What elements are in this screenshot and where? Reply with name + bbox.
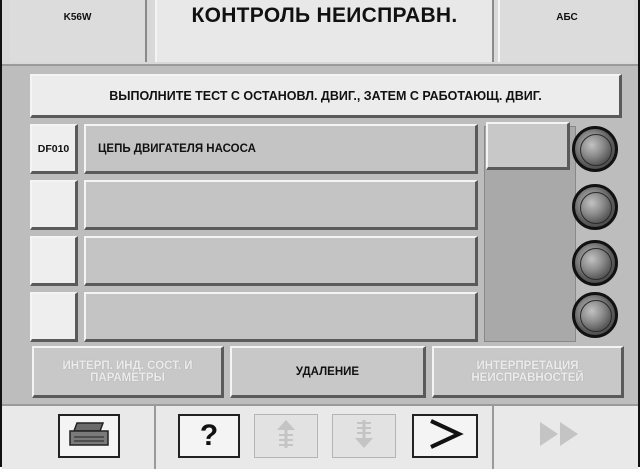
scroll-down-button[interactable]	[332, 414, 396, 458]
fault-row[interactable]	[84, 292, 478, 342]
fast-forward-icon	[536, 419, 584, 454]
printer-icon	[67, 420, 111, 453]
fault-code: DF010	[37, 142, 70, 155]
fault-interpretation-button[interactable]	[432, 346, 624, 398]
print-button[interactable]	[58, 414, 120, 458]
interpret-params-button[interactable]	[32, 346, 224, 398]
scroll-down-icon	[352, 418, 376, 455]
fault-interpretation-label: ИНТЕРПРЕТАЦИЯ НЕИСПРАВНОСТЕЙ	[471, 359, 584, 384]
interpret-params-label: ИНТЕРП. ИНД. СОСТ. И ПАРАМЕТРЫ	[62, 359, 193, 384]
fault-row[interactable]	[84, 124, 478, 174]
fault-row[interactable]	[84, 236, 478, 286]
delete-label: УДАЛЕНИЕ	[295, 365, 360, 378]
instruction-text: ВЫПОЛНИТЕ ТЕСТ С ОСТАНОВЛ. ДВИГ., ЗАТЕМ С РАБОТАЮЩ. ДВИГ.	[109, 88, 542, 103]
status-lamp-icon	[572, 126, 618, 172]
page-title: КОНТРОЛЬ НЕИСПРАВН.	[191, 4, 458, 27]
header	[2, 0, 638, 66]
status-lamp-icon	[572, 240, 618, 286]
bottom-toolbar	[2, 404, 638, 469]
fault-description: ЦЕПЬ ДВИГАТЕЛЯ НАСОСА	[98, 142, 256, 155]
scroll-up-button[interactable]	[254, 414, 318, 458]
status-cell	[486, 122, 570, 170]
system-box	[498, 0, 634, 62]
vehicle-code-box	[10, 0, 147, 62]
status-lamp-icon	[572, 184, 618, 230]
status-lamp-icon	[572, 292, 618, 338]
toolbar-divider	[154, 406, 156, 469]
scroll-up-icon	[274, 418, 298, 455]
vehicle-code: K56W	[63, 12, 92, 23]
delete-button[interactable]	[230, 346, 426, 398]
system-label: АБС	[556, 12, 578, 23]
title-box	[155, 0, 494, 62]
help-icon: ?	[199, 419, 219, 452]
help-button[interactable]	[178, 414, 240, 458]
toolbar-divider	[492, 406, 494, 469]
fault-code-box[interactable]	[30, 236, 78, 286]
fault-row[interactable]	[84, 180, 478, 230]
fast-forward-button[interactable]	[528, 414, 592, 458]
fault-code-box[interactable]	[30, 180, 78, 230]
next-button[interactable]	[412, 414, 478, 458]
fault-code-box[interactable]	[30, 124, 78, 174]
instruction-bar	[30, 74, 622, 118]
next-icon	[425, 417, 465, 456]
fault-code-box[interactable]	[30, 292, 78, 342]
